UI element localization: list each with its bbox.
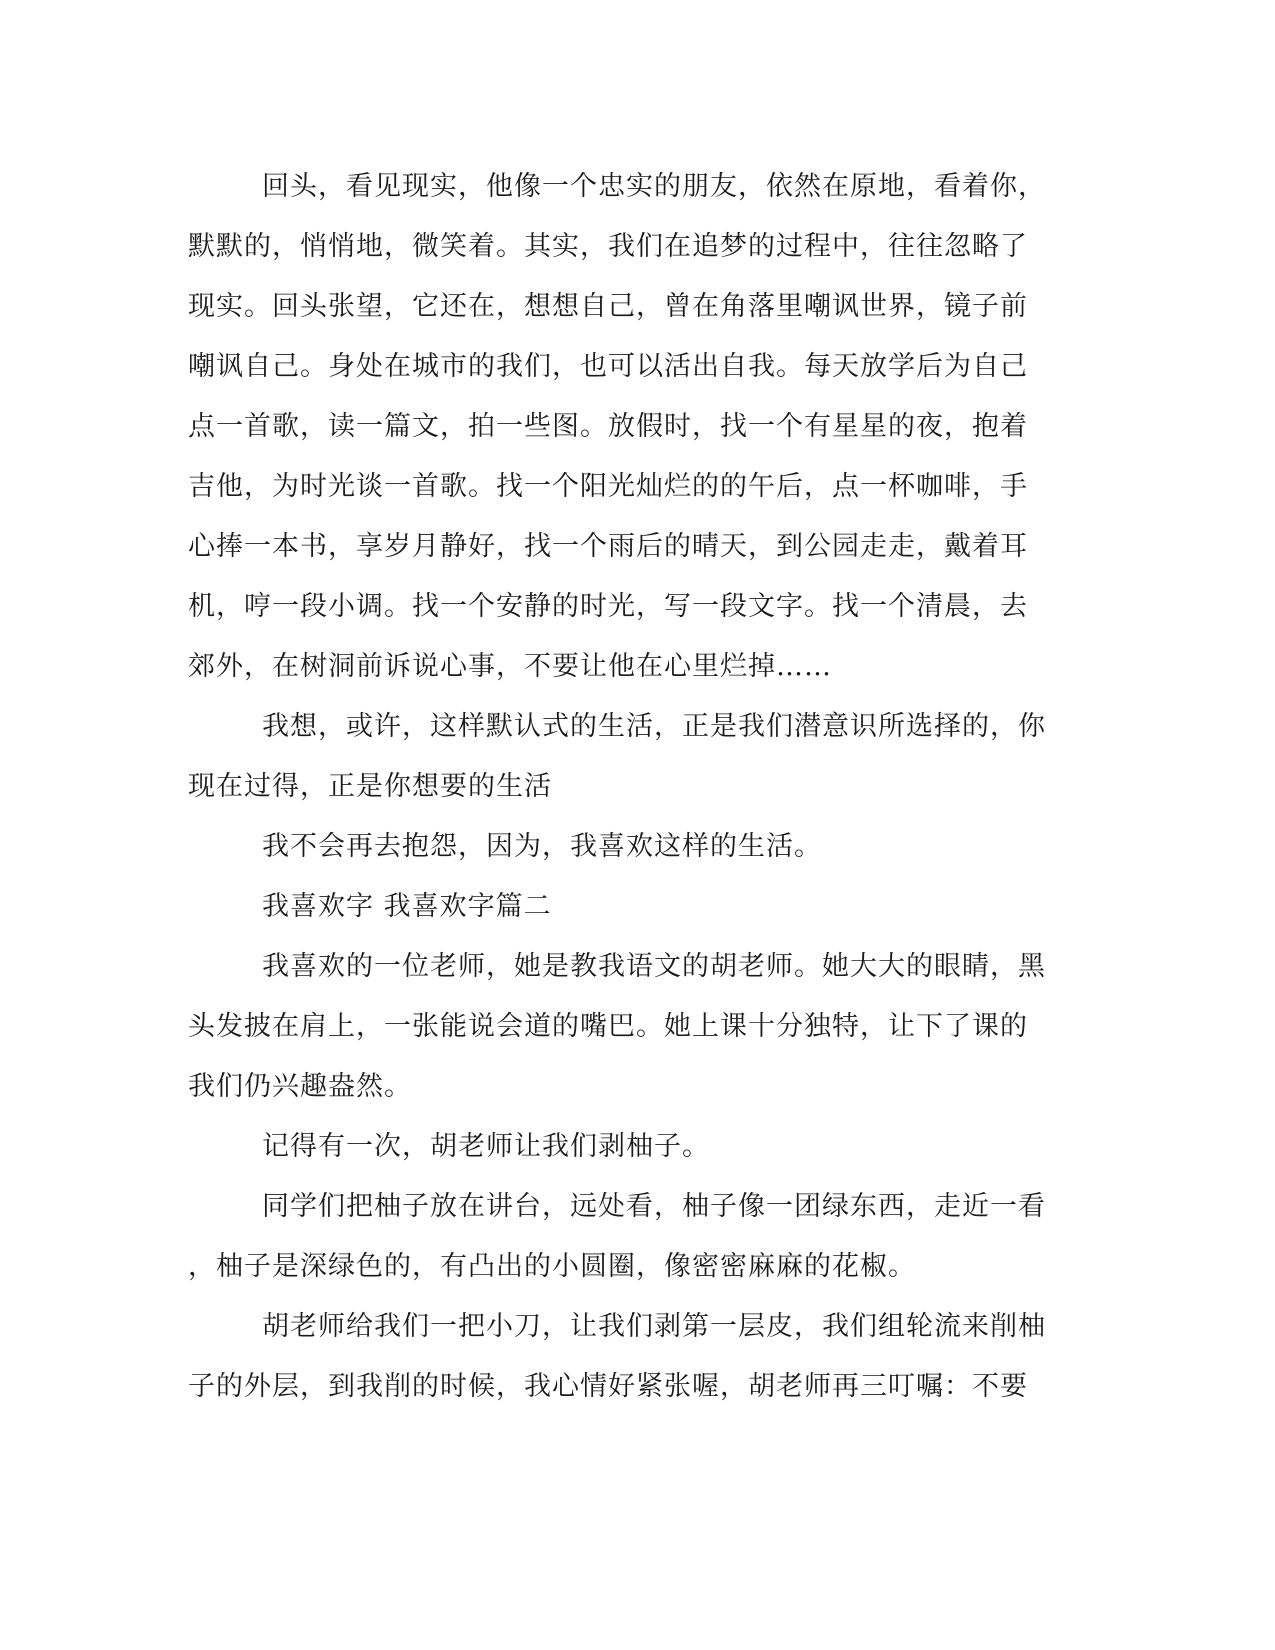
document-body xyxy=(188,157,1088,1417)
text-line: 同学们把柚子放在讲台，远处看，柚子像一团绿东西，走近一看 xyxy=(262,1191,1046,1222)
text-line: 现实。回头张望，它还在，想想自己，曾在角落里嘲讽世界，镜子前 xyxy=(188,291,1028,322)
text-line: 我喜欢字 我喜欢字篇二 xyxy=(262,891,552,922)
text-line: 胡老师给我们一把小刀，让我们剥第一层皮，我们组轮流来削柚 xyxy=(262,1311,1046,1342)
text-line: ，柚子是深绿色的，有凸出的小圆圈，像密密麻麻的花椒。 xyxy=(188,1251,916,1282)
text-line: 子的外层，到我削的时候，我心情好紧张喔，胡老师再三叮嘱：不要 xyxy=(188,1371,1028,1402)
text-line: 头发披在肩上，一张能说会道的嘴巴。她上课十分独特，让下了课的 xyxy=(188,1011,1028,1042)
text-line: 记得有一次，胡老师让我们剥柚子。 xyxy=(262,1131,710,1162)
text-line: 回头，看见现实，他像一个忠实的朋友，依然在原地，看着你， xyxy=(262,171,1046,202)
text-line: 点一首歌，读一篇文，拍一些图。放假时，找一个有星星的夜，抱着 xyxy=(188,411,1028,442)
text-line: 默默的，悄悄地，微笑着。其实，我们在追梦的过程中，往往忽略了 xyxy=(188,231,1028,262)
text-line: 现在过得，正是你想要的生活 xyxy=(188,771,552,802)
text-line: 郊外，在树洞前诉说心事，不要让他在心里烂掉…… xyxy=(188,651,832,682)
text-line: 我们仍兴趣盎然。 xyxy=(188,1071,412,1102)
text-line: 嘲讽自己。身处在城市的我们，也可以活出自我。每天放学后为自己 xyxy=(188,351,1028,382)
text-line: 我不会再去抱怨，因为，我喜欢这样的生活。 xyxy=(262,831,822,862)
text-line: 心捧一本书，享岁月静好，找一个雨后的晴天，到公园走走，戴着耳 xyxy=(188,531,1028,562)
text-line: 机，哼一段小调。找一个安静的时光，写一段文字。找一个清晨，去 xyxy=(188,591,1028,622)
text-line: 吉他，为时光谈一首歌。找一个阳光灿烂的的午后，点一杯咖啡，手 xyxy=(188,471,1028,502)
text-line: 我想，或许，这样默认式的生活，正是我们潜意识所选择的，你 xyxy=(262,711,1046,742)
text-line: 我喜欢的一位老师，她是教我语文的胡老师。她大大的眼睛，黑 xyxy=(262,951,1046,982)
